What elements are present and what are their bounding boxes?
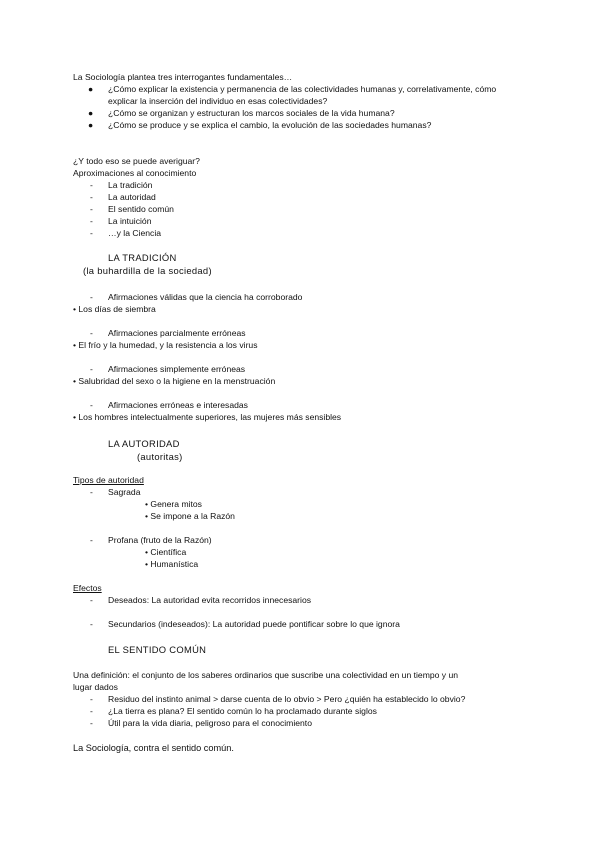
sentido-item: Residuo del instinto animal > darse cuenta de lo obvio > Pero ¿quién ha establecido lo obvio?: [108, 694, 466, 704]
dash-icon: -: [90, 595, 93, 605]
profana-label: Profana (fruto de la Razón): [108, 535, 212, 545]
autoridad-subtitle: (autoritas): [137, 451, 183, 462]
profana-sub: • Científica: [145, 547, 187, 557]
dash-icon: -: [90, 228, 93, 238]
question-3: ¿Cómo se produce y se explica el cambio, la evolución de las sociedades humanas?: [108, 120, 432, 130]
dash-icon: -: [90, 619, 93, 629]
tradicion-example: • El frío y la humedad, y la resistencia a los virus: [73, 340, 258, 350]
tradicion-item: Afirmaciones parcialmente erróneas: [108, 328, 246, 338]
aprox-item: …y la Ciencia: [108, 228, 162, 238]
aprox-item: La intuición: [108, 216, 152, 226]
aproximaciones-heading: Aproximaciones al conocimiento: [73, 168, 197, 178]
tradicion-item: Afirmaciones erróneas e interesadas: [108, 400, 248, 410]
tradicion-item: Afirmaciones válidas que la ciencia ha corroborado: [108, 292, 303, 302]
dash-icon: -: [90, 487, 93, 497]
sentido-definition-2: lugar dados: [73, 682, 118, 692]
sentido-title: EL SENTIDO COMÚN: [108, 644, 207, 655]
tipos-heading: Tipos de autoridad: [73, 475, 144, 485]
sagrada-label: Sagrada: [108, 487, 141, 497]
aprox-item: La tradición: [108, 180, 153, 190]
bullet-icon: ●: [88, 84, 94, 94]
averiguar-question: ¿Y todo eso se puede averiguar?: [73, 156, 200, 166]
sentido-item: ¿La tierra es plana? El sentido común lo ha proclamado durante siglos: [108, 706, 377, 716]
bullet-icon: ●: [88, 108, 94, 118]
dash-icon: -: [90, 328, 93, 338]
bullet-icon: ●: [88, 120, 94, 130]
question-1a: ¿Cómo explicar la existencia y permanencia de las colectividades humanas y, correlativamente, cómo: [108, 84, 497, 94]
dash-icon: -: [90, 694, 93, 704]
tradicion-example: • Los días de siembra: [73, 304, 156, 314]
dash-icon: -: [90, 364, 93, 374]
question-1b: explicar la inserción del individuo en esas colectividades?: [108, 96, 328, 106]
sentido-item: Útil para la vida diaria, peligroso para el conocimiento: [108, 718, 312, 728]
efectos-deseados: Deseados: La autoridad evita recorridos innecesarios: [108, 595, 312, 605]
sentido-definition-1: Una definición: el conjunto de los saberes ordinarios que suscribe una colectividad en un tiempo y un: [73, 670, 459, 680]
dash-icon: -: [90, 718, 93, 728]
efectos-heading: Efectos: [73, 583, 102, 593]
tradicion-item: Afirmaciones simplemente erróneas: [108, 364, 246, 374]
dash-icon: -: [90, 192, 93, 202]
closing-statement: La Sociología, contra el sentido común.: [73, 743, 234, 753]
dash-icon: -: [90, 204, 93, 214]
dash-icon: -: [90, 180, 93, 190]
autoridad-title: LA AUTORIDAD: [108, 438, 180, 449]
question-2: ¿Cómo se organizan y estructuran los marcos sociales de la vida humana?: [108, 108, 395, 118]
dash-icon: -: [90, 216, 93, 226]
tradicion-subtitle: (la buhardilla de la sociedad): [83, 265, 212, 276]
sagrada-sub: • Se impone a la Razón: [145, 511, 235, 521]
intro-text: La Sociología plantea tres interrogantes fundamentales…: [73, 72, 293, 82]
dash-icon: -: [90, 292, 93, 302]
dash-icon: -: [90, 535, 93, 545]
sagrada-sub: • Genera mitos: [145, 499, 202, 509]
aprox-item: El sentido común: [108, 204, 174, 214]
tradicion-example: • Los hombres intelectualmente superiores, las mujeres más sensibles: [73, 412, 342, 422]
dash-icon: -: [90, 400, 93, 410]
tradicion-title: LA TRADICIÓN: [108, 252, 177, 263]
dash-icon: -: [90, 706, 93, 716]
tradicion-example: • Salubridad del sexo o la higiene en la menstruación: [73, 376, 276, 386]
efectos-secundarios: Secundarios (indeseados): La autoridad puede pontificar sobre lo que ignora: [108, 619, 400, 629]
profana-sub: • Humanística: [145, 559, 199, 569]
aprox-item: La autoridad: [108, 192, 156, 202]
